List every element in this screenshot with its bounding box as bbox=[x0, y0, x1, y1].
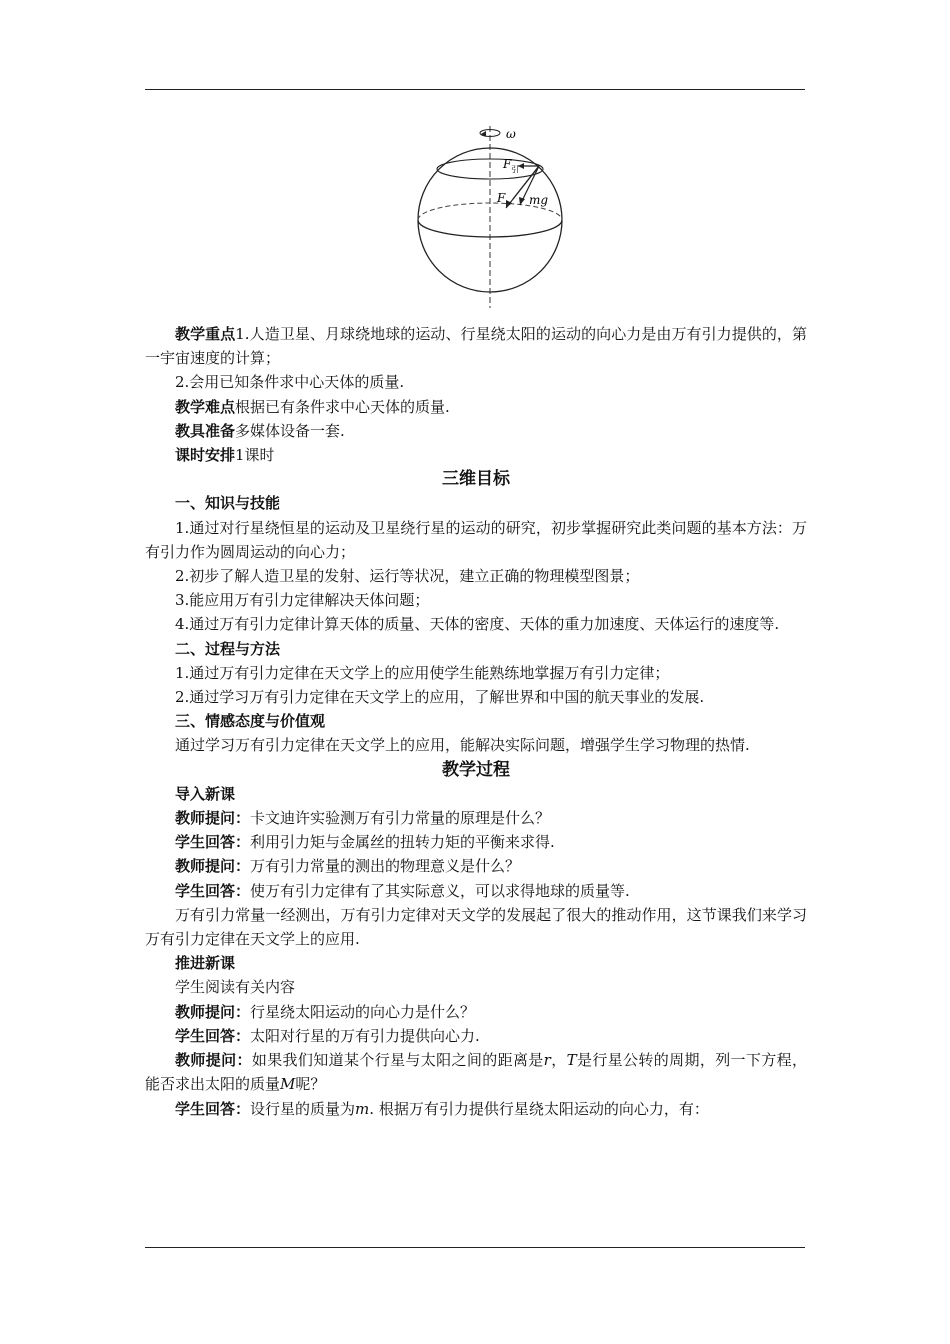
section1-heading: 一、知识与技能 bbox=[175, 494, 281, 513]
mg-arrowhead bbox=[519, 197, 525, 205]
teacher-label: 教师提问 bbox=[175, 857, 236, 876]
section2-item-2: 2.通过学习万有引力定律在天文学上的应用，了解世界和中国的航天事业的发展. bbox=[175, 688, 705, 707]
equipment-para bbox=[145, 419, 807, 443]
f-label: F bbox=[497, 191, 506, 205]
teacher-label: 教师提问 bbox=[175, 809, 236, 828]
dialogue-q1 bbox=[145, 806, 807, 830]
key-points-text2: 2.会用已知条件求中心天体的质量. bbox=[175, 373, 405, 392]
dialogue-a1 bbox=[145, 830, 807, 854]
process-title: 教学过程 bbox=[442, 759, 510, 780]
a4-text-2: . 根据万有引力提供行星绕太阳运动的向心力，有： bbox=[369, 1099, 709, 1118]
dialogue-a3 bbox=[145, 1024, 807, 1048]
student-label: 学生回答 bbox=[175, 881, 236, 900]
section1-item-2: 2.初步了解人造卫星的发射、运行等状况，建立正确的物理模型图景； bbox=[175, 567, 640, 586]
a4-text-1: 设行星的质量为 bbox=[250, 1099, 356, 1118]
key-points-text1: 1.人造卫星、月球绕地球的运动、行星绕太阳的运动的向心力是由万有引力提供的，第一宇宙速度的计算； bbox=[145, 325, 807, 368]
schedule-para bbox=[145, 443, 807, 467]
student-label: 学生回答 bbox=[175, 833, 236, 852]
section2-item-1: 1.通过万有引力定律在天文学上的应用使学生能熟练地掌握万有引力定律； bbox=[175, 663, 670, 682]
difficulty-para bbox=[145, 395, 807, 419]
dialogue-a2 bbox=[145, 879, 807, 903]
omega-label: ω bbox=[506, 127, 516, 141]
intro-heading: 导入新课 bbox=[175, 784, 236, 803]
difficulty-label: 教学难点 bbox=[175, 397, 236, 416]
teacher-label: 教师提问 bbox=[175, 1051, 237, 1070]
colon: ： bbox=[235, 833, 251, 852]
q1-text: 卡文迪许实验测万有引力常量的原理是什么？ bbox=[250, 809, 551, 828]
colon: ： bbox=[235, 1026, 251, 1045]
dialogue-a4 bbox=[145, 1097, 807, 1121]
difficulty-text: 根据已有条件求中心天体的质量. bbox=[235, 397, 450, 416]
new-lesson-heading: 推进新课 bbox=[175, 954, 236, 973]
f-gravity-subscript: 引 bbox=[511, 165, 519, 174]
header-rule bbox=[145, 89, 805, 90]
q4-text-1: 如果我们知道某个行星与太阳之间的距离是 bbox=[251, 1051, 544, 1070]
schedule-label: 课时安排 bbox=[175, 446, 236, 465]
dialogue-q4 bbox=[145, 1048, 807, 1096]
a2-text: 使万有引力定律有了其实际意义，可以求得地球的质量等. bbox=[250, 881, 630, 900]
colon: ： bbox=[235, 1002, 251, 1021]
section3-text: 通过学习万有引力定律在天文学上的应用，能解决实际问题，增强学生学习物理的热情. bbox=[175, 736, 750, 755]
q3-text: 行星绕太阳运动的向心力是什么？ bbox=[250, 1002, 476, 1021]
section1-item-1: 1.通过对行星绕恒星的运动及卫星绕行星的运动的研究，初步掌握研究此类问题的基本方法：万有引力作为圆周运动的向心力； bbox=[145, 518, 807, 561]
schedule-text: 1课时 bbox=[235, 446, 275, 465]
earth-rotation-diagram bbox=[400, 122, 580, 310]
footer-rule bbox=[145, 1247, 805, 1248]
colon: ： bbox=[235, 881, 251, 900]
document-body bbox=[145, 322, 807, 1121]
q2-text: 万有引力常量的测出的物理意义是什么？ bbox=[250, 857, 521, 876]
a4-var-m: m bbox=[355, 1099, 370, 1118]
student-label: 学生回答 bbox=[175, 1026, 236, 1045]
teacher-label: 教师提问 bbox=[175, 1002, 236, 1021]
goals-title: 三维目标 bbox=[442, 469, 510, 490]
a1-text: 利用引力矩与金属丝的扭转力矩的平衡来求得. bbox=[250, 833, 555, 852]
q4-var-m: M bbox=[280, 1075, 296, 1094]
equipment-text: 多媒体设备一套. bbox=[235, 421, 345, 440]
dialogue-q3 bbox=[145, 1000, 807, 1024]
summary-para: 万有引力常量一经测出，万有引力定律对天文学的发展起了很大的推动作用，这节课我们来学习万有引力定律在天文学上的应用. bbox=[145, 905, 807, 949]
mg-label: mg bbox=[529, 193, 549, 207]
student-label: 学生回答 bbox=[175, 1099, 236, 1118]
section2-heading: 二、过程与方法 bbox=[175, 639, 281, 658]
colon: ： bbox=[235, 809, 251, 828]
colon: ： bbox=[235, 1099, 251, 1118]
q4-text-4: 呢？ bbox=[295, 1075, 326, 1094]
q4-var-t: T bbox=[566, 1051, 577, 1070]
key-points-label: 教学重点 bbox=[175, 325, 236, 343]
colon: ： bbox=[235, 857, 251, 876]
section1-item-3: 3.能应用万有引力定律解决天体问题； bbox=[175, 591, 430, 610]
f-gravity-label: F bbox=[503, 157, 512, 171]
dialogue-q2 bbox=[145, 854, 807, 878]
key-points-para bbox=[145, 322, 807, 370]
reading-para: 学生阅读有关内容 bbox=[175, 978, 296, 997]
section1-item-4: 4.通过万有引力定律计算天体的质量、天体的密度、天体的重力加速度、天体运行的速度等. bbox=[175, 615, 780, 634]
q4-text-2: ， bbox=[550, 1051, 567, 1070]
section3-heading: 三、情感态度与价值观 bbox=[175, 712, 326, 731]
colon: ： bbox=[236, 1051, 252, 1070]
q4-var-r: r bbox=[543, 1051, 551, 1070]
a3-text: 太阳对行星的万有引力提供向心力. bbox=[250, 1026, 480, 1045]
equipment-label: 教具准备 bbox=[175, 421, 236, 440]
q4-text-3: 是行星公转的周期，列一下方程，能否求出太阳的质量 bbox=[145, 1051, 807, 1094]
